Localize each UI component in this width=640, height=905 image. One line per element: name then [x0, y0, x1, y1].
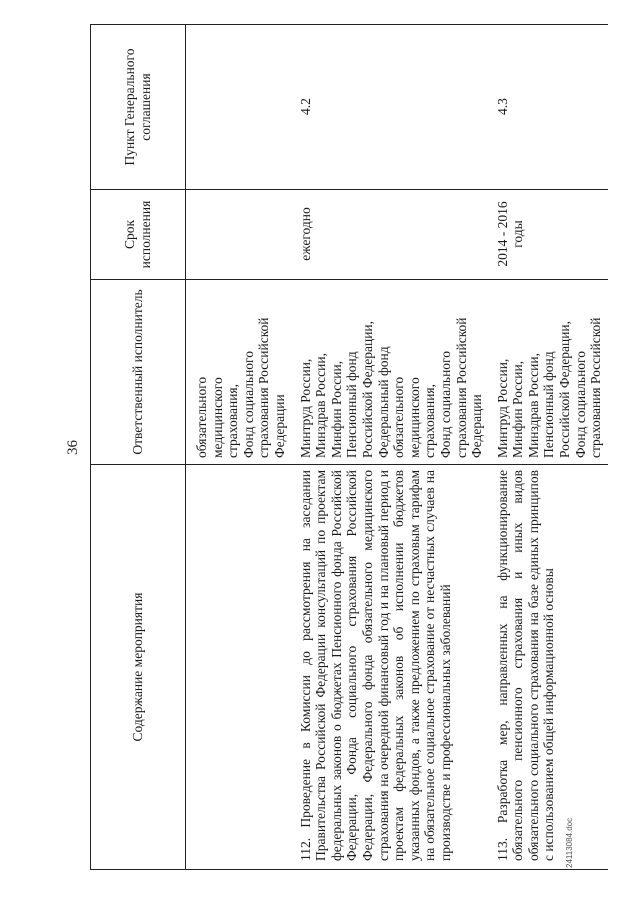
cell-activity-empty [186, 465, 292, 870]
header-term: Срок исполнения [91, 190, 186, 280]
activities-table [90, 24, 608, 870]
cell-responsible-continuation: обязательного медицинского страхования, Фонд социального страхования Российской Федерации [186, 280, 292, 465]
cell-responsible: Минтруд России, Минздрав России, Минфин России, Пенсионный фонд Российской Федерации, Федеральный фонд обязательного медицинского страхования, Фонд социального страхования Российской Федерации [292, 280, 489, 465]
cell-activity: 113. Разработка мер, направленных на функционирование обязательного пенсионного страхования и иных видов обязательного социального страхования на базе единых принципов с использованием общей информационной основы [489, 465, 608, 870]
cell-responsible: Минтруд России, Минфин России, Минздрав России, Пенсионный фонд Российской Федерации, Фонд социального страхования Российской [489, 280, 608, 465]
table-header-row [91, 25, 186, 870]
cell-point: 4.2 [292, 25, 489, 190]
header-point: Пункт Генерального соглашения [91, 25, 186, 190]
table-row-continuation [186, 25, 292, 870]
page-number: 36 [65, 440, 81, 455]
header-responsible: Ответственный исполнитель [91, 280, 186, 465]
cell-point: 4.3 [489, 25, 608, 190]
cell-term: 2014 - 2016 годы [489, 190, 608, 280]
cell-term: ежегодно [292, 190, 489, 280]
cell-activity: 112. Проведение в Комиссии до рассмотрения на заседании Правительства Российской Федерации консультаций по проектам федеральных законов о бюджетах Пенсионного фонда Российской Федерации, Фонда социального страхования Российской Федерации, Федерального фонда обязательного медицинского страхования на очередной финансовый год и на плановый период и проектам федеральных законов об исполнении бюджетов указанных фондов, а также предложением по страховым тарифам на обязательное социальное страхование от несчастных случаев на производстве и профессиональных заболеваний [292, 465, 489, 870]
header-activity: Содержание мероприятия [91, 465, 186, 870]
table-row [489, 25, 608, 870]
cell-point-empty [186, 25, 292, 190]
cell-term-empty [186, 190, 292, 280]
file-footer: 24113084.doc [565, 817, 574, 868]
table-row [292, 25, 489, 870]
rotated-page [45, 25, 604, 870]
